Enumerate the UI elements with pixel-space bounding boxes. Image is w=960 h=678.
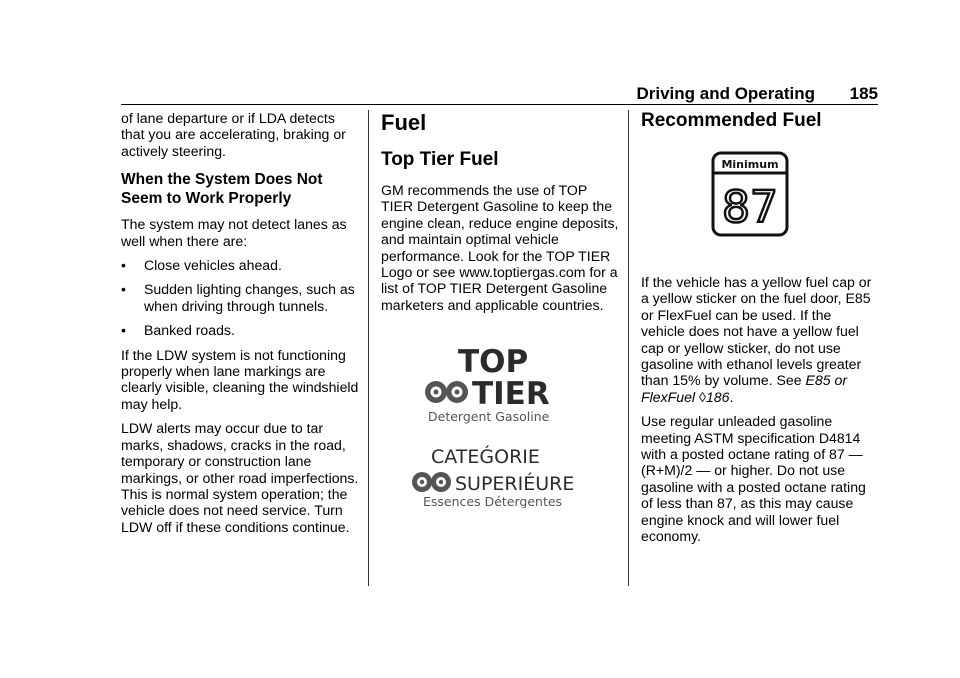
logo-top-line1: TOP (458, 344, 529, 380)
column-divider (368, 110, 369, 586)
fuel-heading: Fuel (381, 110, 427, 135)
bullet-symbol: • (121, 281, 126, 298)
list-item (121, 322, 359, 338)
cleaning-text: If the LDW system is not functioning properly when lane markings are clearly visible, cleaning the windshield may help. (121, 346, 359, 412)
badge-value: 87 (722, 182, 778, 233)
logo-top-line3: Detergent Gasoline (428, 409, 550, 424)
cross-reference: E85 or FlexFuel (641, 372, 848, 405)
section-title: Driving and Operating (636, 84, 815, 103)
bullet-symbol: • (121, 322, 126, 339)
yellow-cap-text (641, 274, 879, 405)
header-rule (121, 104, 878, 105)
yellow-cap-main: If the vehicle has a yellow fuel cap or a yellow sticker on the fuel door, E85 or FlexFuel can be used. If the vehicle does not have a yellow fuel cap or yellow sticker, do not use gasoline with ethanol levels greater than 15% by volume. See (641, 274, 872, 389)
detect-text: The system may not detect lanes as well when there are: (121, 216, 347, 249)
badge-label: Minimum (721, 158, 779, 171)
top-tier-heading: Top Tier Fuel (381, 149, 499, 170)
octane-text: Use regular unleaded gasoline meeting ASTM specification D4814 with a posted octane rating of 87 — (R+M)/2 — or higher. Do not use gasoline with a posted octane rating of less than 87, as this may cause engine knock and will lower fuel economy. (641, 413, 866, 545)
logo-cat-line2: SUPERIÉURE (455, 473, 575, 495)
page-header (0, 78, 878, 104)
column-divider (628, 110, 629, 586)
lda-intro-text: of lane departure or if LDA detects that you are accelerating, braking or actively steering. (121, 110, 346, 159)
page-number: 185 (849, 84, 878, 103)
top-tier-logo (422, 342, 572, 424)
not-working-heading: When the System Does Not Seem to Work Properly (121, 171, 323, 207)
column-left (121, 110, 359, 543)
swirl-icon (425, 381, 468, 403)
list-item-text: Sudden lighting changes, such as when driving through tunnels. (144, 281, 355, 314)
swirl-icon (412, 472, 451, 492)
top-tier-text: GM recommends the use of TOP TIER Detergent Gasoline to keep the engine clean, reduce engine deposits, and maintain optimal vehicle performance. Look for the TOP TIER Logo or see www.toptiergas.com for a list of TOP TIER Detergent Gasoline marketers and applicable countries. (381, 182, 619, 313)
column-middle (381, 110, 619, 321)
alerts-text: LDW alerts may occur due to tar marks, shadows, cracks in the road, temporary or construction lane markings, or other road imperfections. This is normal system operation; the vehicle does not need service. Turn LDW off if these conditions continue. (121, 420, 359, 535)
list-item (121, 281, 359, 314)
reference-arrow-icon: ◊ (698, 388, 706, 405)
logo-cat-line1: CATEǴORIE (431, 446, 540, 468)
list-item (121, 257, 359, 273)
logo-cat-line3: Essences Détergentes (423, 494, 563, 508)
minimum-octane-badge (711, 151, 789, 237)
reference-page: 186 (705, 388, 730, 405)
bullet-symbol: • (121, 257, 126, 274)
categorie-superieure-logo (409, 444, 593, 508)
recommended-fuel-heading: Recommended Fuel (641, 110, 822, 131)
list-item-text: Banked roads. (144, 322, 235, 339)
logo-top-line2: TIER (472, 376, 550, 412)
sentence-end: . (729, 388, 734, 405)
list-item-text: Close vehicles ahead. (144, 257, 282, 274)
